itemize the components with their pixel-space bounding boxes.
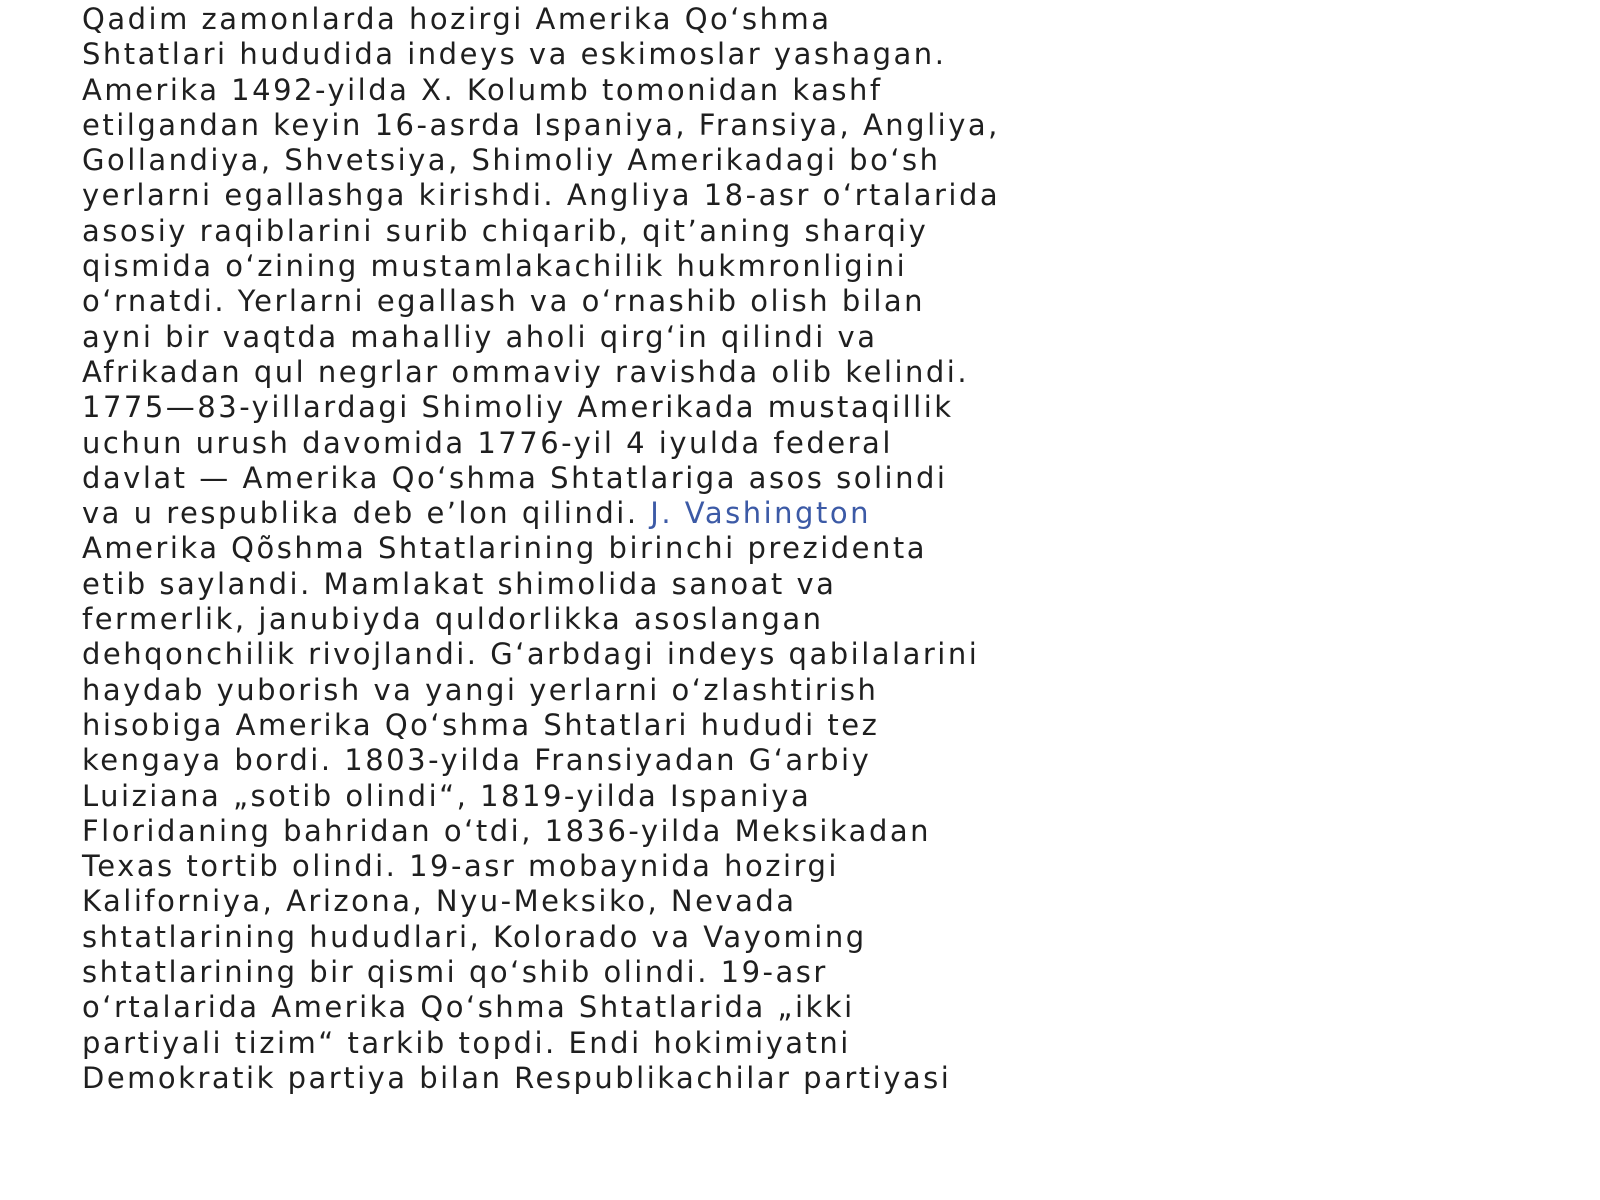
text-line: ayni bir vaqtda mahalliy aholi qirgʻin qilindi va [82,319,878,354]
text-line: dehqonchilik rivojlandi. Gʻarbdagi indeys qabilalarini [82,637,980,672]
text-line-with-link [82,496,1582,531]
text-line: partiyali tizim“ tarkib topdi. Endi hokimiyatni [82,1025,851,1060]
text-line: davlat — Amerika Qoʻshma Shtatlariga asos solindi [82,460,948,495]
text-line: Amerika Qõshma Shtatlarining birinchi prezidenta [82,531,928,566]
text-line: Texas tortib olindi. 19-asr mobaynida hozirgi [82,849,839,884]
text-line: fermerlik, janubiyda quldorlikka asoslangan [82,602,824,637]
text-line: hisobiga Amerika Qoʻshma Shtatlari hududi tez [82,707,880,742]
text-line: asosiy raqiblarini surib chiqarib, qitʼaning sharqiy [82,213,929,248]
text-line: 1775—83-yillardagi Shimoliy Amerikada mustaqillik [82,390,954,425]
text-line: Gollandiya, Shvetsiya, Shimoliy Amerikadagi boʻsh [82,143,941,178]
text-line: uchun urush davomida 1776-yil 4 iyulda federal [82,425,893,460]
text-line: haydab yuborish va yangi yerlarni oʻzlashtirish [82,672,879,707]
text-line: qismida oʻzining mustamlakachilik hukmronligini [82,249,908,284]
text-line: Kaliforniya, Arizona, Nyu-Meksiko, Nevada [82,884,797,919]
article-body [82,2,1582,1096]
text-line: shtatlarining hududlari, Kolorado va Vayoming [82,919,867,954]
text-line: etilgandan keyin 16-asrda Ispaniya, Fransiya, Angliya, [82,107,1000,142]
text-line: Shtatlari hududida indeys va eskimoslar yashagan. [82,37,947,72]
text-line: Afrikadan qul negrlar ommaviy ravishda olib kelindi. [82,354,970,389]
text-segment: va u respublika deb eʼlon qilindi. [82,496,639,531]
text-line: Luiziana „sotib olindi“, 1819-yilda Ispaniya [82,778,812,813]
text-line: Demokratik partiya bilan Respublikachilar partiyasi [82,1060,952,1095]
text-line: Floridaning bahridan oʻtdi, 1836-yilda Meksikadan [82,813,932,848]
text-line: etib saylandi. Mamlakat shimolida sanoat va [82,566,837,601]
text-line: shtatlarining bir qismi qoʻshib olindi. 19-asr [82,955,828,990]
text-line: yerlarni egallashga kirishdi. Angliya 18-asr oʻrtalarida [82,178,1001,213]
text-line: Qadim zamonlarda hozirgi Amerika Qoʻshma [82,2,832,36]
text-line: oʻrtalarida Amerika Qoʻshma Shtatlarida „ikki [82,990,855,1025]
vashington-link[interactable]: J. Vashington [650,496,871,531]
text-line: oʻrnatdi. Yerlarni egallash va oʻrnashib olish bilan [82,284,926,319]
text-line: Amerika 1492-yilda X. Kolumb tomonidan kashf [82,72,883,107]
text-line: kengaya bordi. 1803-yilda Fransiyadan Gʻarbiy [82,743,872,778]
